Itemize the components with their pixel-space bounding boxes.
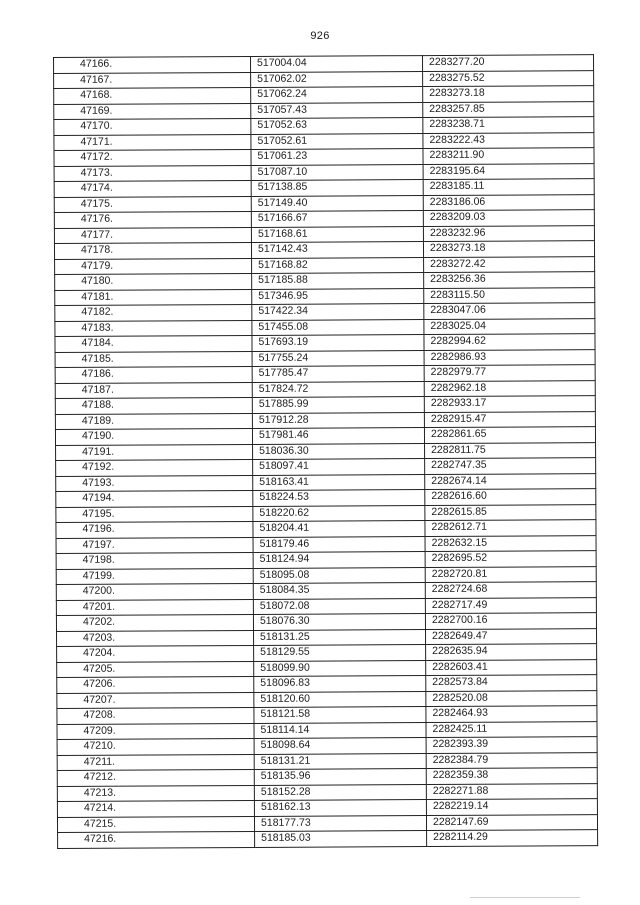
- easting-cell: 517087.10: [251, 164, 423, 180]
- northing-cell: 2282425.11: [426, 721, 597, 737]
- point-id-cell: 47198.: [56, 552, 253, 569]
- northing-cell: 2282717.49: [425, 597, 596, 613]
- northing-cell: 2282747.35: [425, 458, 596, 474]
- point-id-cell: 47193.: [56, 475, 253, 492]
- northing-cell: 2282700.16: [425, 613, 596, 629]
- easting-cell: 518036.30: [253, 443, 425, 459]
- easting-cell: 518097.41: [253, 459, 425, 475]
- easting-cell: 517168.82: [252, 257, 424, 273]
- northing-cell: 2283222.43: [423, 132, 594, 148]
- point-id-cell: 47185.: [55, 351, 252, 368]
- northing-cell: 2282933.17: [424, 396, 595, 412]
- point-id-cell: 47213.: [57, 785, 254, 802]
- easting-cell: 517785.47: [252, 366, 424, 382]
- point-id-cell: 47183.: [55, 320, 252, 337]
- point-id-cell: 47194.: [56, 490, 253, 507]
- northing-cell: 2282612.71: [425, 520, 596, 536]
- northing-cell: 2282635.94: [426, 644, 597, 660]
- easting-cell: 517062.24: [251, 87, 423, 103]
- easting-cell: 517455.08: [252, 319, 424, 335]
- table-body: [54, 55, 598, 848]
- northing-cell: 2283238.71: [423, 117, 594, 133]
- northing-cell: 2282861.65: [424, 427, 595, 443]
- point-id-cell: 47199.: [56, 568, 253, 585]
- point-id-cell: 47200.: [56, 583, 253, 600]
- table-row: [58, 830, 598, 848]
- northing-cell: 2282632.15: [425, 535, 596, 551]
- easting-cell: 517912.28: [252, 412, 424, 428]
- point-id-cell: 47176.: [54, 211, 251, 228]
- easting-cell: 518224.53: [253, 490, 425, 506]
- easting-cell: 518096.83: [254, 676, 426, 692]
- easting-cell: 518072.08: [253, 598, 425, 614]
- point-id-cell: 47177.: [54, 227, 251, 244]
- point-id-cell: 47201.: [56, 599, 253, 616]
- easting-cell: 517693.19: [252, 335, 424, 351]
- scan-artifact-line: [470, 897, 580, 898]
- northing-cell: 2283185.11: [423, 179, 594, 195]
- point-id-cell: 47208.: [57, 707, 254, 724]
- northing-cell: 2282384.79: [426, 752, 597, 768]
- point-id-cell: 47186.: [55, 366, 252, 383]
- northing-cell: 2282603.41: [426, 659, 597, 675]
- northing-cell: 2282271.88: [426, 783, 597, 799]
- point-id-cell: 47174.: [54, 180, 251, 197]
- point-id-cell: 47181.: [55, 289, 252, 306]
- northing-cell: 2283211.90: [423, 148, 594, 164]
- easting-cell: 517755.24: [252, 350, 424, 366]
- easting-cell: 517824.72: [252, 381, 424, 397]
- easting-cell: 518084.35: [253, 583, 425, 599]
- point-id-cell: 47212.: [57, 769, 254, 786]
- easting-cell: 518095.08: [253, 567, 425, 583]
- point-id-cell: 47175.: [54, 196, 251, 213]
- easting-cell: 517057.43: [251, 102, 423, 118]
- easting-cell: 518129.55: [254, 645, 426, 661]
- easting-cell: 518131.25: [254, 629, 426, 645]
- point-id-cell: 47203.: [57, 630, 254, 647]
- easting-cell: 517052.61: [251, 133, 423, 149]
- northing-cell: 2282811.75: [425, 442, 596, 458]
- easting-cell: 518121.58: [254, 707, 426, 723]
- northing-cell: 2282915.47: [424, 411, 595, 427]
- northing-cell: 2283257.85: [423, 101, 594, 117]
- point-id-cell: 47192.: [56, 459, 253, 476]
- point-id-cell: 47169.: [54, 103, 251, 120]
- northing-cell: 2283025.04: [424, 318, 595, 334]
- northing-cell: 2282695.52: [425, 551, 596, 567]
- northing-cell: 2282393.39: [426, 737, 597, 753]
- northing-cell: 2282674.14: [425, 473, 596, 489]
- northing-cell: 2283273.18: [423, 86, 594, 102]
- point-id-cell: 47188.: [55, 397, 252, 414]
- point-id-cell: 47179.: [55, 258, 252, 275]
- northing-cell: 2282979.77: [424, 365, 595, 381]
- easting-cell: 518177.73: [254, 815, 426, 831]
- easting-cell: 518179.46: [253, 536, 425, 552]
- northing-cell: 2283256.36: [424, 272, 595, 288]
- page-number: 926: [310, 30, 330, 42]
- point-id-cell: 47197.: [56, 537, 253, 554]
- easting-cell: 518098.64: [254, 738, 426, 754]
- easting-cell: 517004.04: [250, 56, 422, 72]
- northing-cell: 2283232.96: [423, 225, 594, 241]
- point-id-cell: 47190.: [55, 428, 252, 445]
- point-id-cell: 47171.: [54, 134, 251, 151]
- northing-cell: 2282720.81: [425, 566, 596, 582]
- northing-cell: 2283275.52: [423, 70, 594, 86]
- point-id-cell: 47216.: [58, 831, 255, 848]
- point-id-cell: 47173.: [54, 165, 251, 182]
- easting-cell: 517346.95: [252, 288, 424, 304]
- northing-cell: 2282994.62: [424, 334, 595, 350]
- point-id-cell: 47205.: [57, 661, 254, 678]
- point-id-cell: 47196.: [56, 521, 253, 538]
- point-id-cell: 47167.: [54, 72, 251, 89]
- point-id-cell: 47178.: [54, 242, 251, 259]
- point-id-cell: 47184.: [55, 335, 252, 352]
- northing-cell: 2282464.93: [426, 706, 597, 722]
- easting-cell: 517149.40: [251, 195, 423, 211]
- northing-cell: 2283186.06: [423, 194, 594, 210]
- point-id-cell: 47170.: [54, 118, 251, 135]
- easting-cell: 518220.62: [253, 505, 425, 521]
- easting-cell: 517422.34: [252, 304, 424, 320]
- easting-cell: 518162.13: [254, 800, 426, 816]
- point-id-cell: 47168.: [54, 87, 251, 104]
- easting-cell: 518124.94: [253, 552, 425, 568]
- point-id-cell: 47204.: [57, 645, 254, 662]
- point-id-cell: 47195.: [56, 506, 253, 523]
- easting-cell: 517061.23: [251, 149, 423, 165]
- northing-cell: 2282114.29: [427, 830, 598, 846]
- northing-cell: 2282616.60: [425, 489, 596, 505]
- easting-cell: 517166.67: [251, 211, 423, 227]
- northing-cell: 2283195.64: [423, 163, 594, 179]
- northing-cell: 2283277.20: [422, 55, 593, 71]
- point-id-cell: 47211.: [57, 754, 254, 771]
- easting-cell: 518076.30: [253, 614, 425, 630]
- northing-cell: 2282359.38: [426, 768, 597, 784]
- point-id-cell: 47215.: [57, 816, 254, 833]
- easting-cell: 518114.14: [254, 722, 426, 738]
- point-id-cell: 47210.: [57, 738, 254, 755]
- point-id-cell: 47166.: [54, 56, 251, 73]
- northing-cell: 2282724.68: [425, 582, 596, 598]
- northing-cell: 2282986.93: [424, 349, 595, 365]
- northing-cell: 2283047.06: [424, 303, 595, 319]
- easting-cell: 518099.90: [254, 660, 426, 676]
- point-id-cell: 47209.: [57, 723, 254, 740]
- easting-cell: 517138.85: [251, 180, 423, 196]
- easting-cell: 517185.88: [252, 273, 424, 289]
- easting-cell: 517168.61: [251, 226, 423, 242]
- point-id-cell: 47187.: [55, 382, 252, 399]
- northing-cell: 2282649.47: [426, 628, 597, 644]
- northing-cell: 2282573.84: [426, 675, 597, 691]
- northing-cell: 2283209.03: [423, 210, 594, 226]
- easting-cell: 518163.41: [253, 474, 425, 490]
- northing-cell: 2283272.42: [424, 256, 595, 272]
- point-id-cell: 47182.: [55, 304, 252, 321]
- easting-cell: 517981.46: [252, 428, 424, 444]
- northing-cell: 2282147.69: [426, 814, 597, 830]
- northing-cell: 2282520.08: [426, 690, 597, 706]
- point-id-cell: 47172.: [54, 149, 251, 166]
- easting-cell: 518135.96: [254, 769, 426, 785]
- point-id-cell: 47206.: [57, 676, 254, 693]
- northing-cell: 2283115.50: [424, 287, 595, 303]
- easting-cell: 518120.60: [254, 691, 426, 707]
- northing-cell: 2282219.14: [426, 799, 597, 815]
- point-id-cell: 47191.: [56, 444, 253, 461]
- coordinates-table: [53, 54, 598, 848]
- northing-cell: 2283273.18: [423, 241, 594, 257]
- northing-cell: 2282615.85: [425, 504, 596, 520]
- point-id-cell: 47189.: [55, 413, 252, 430]
- northing-cell: 2282962.18: [424, 380, 595, 396]
- easting-cell: 517142.43: [251, 242, 423, 258]
- easting-cell: 518131.21: [254, 753, 426, 769]
- easting-cell: 517062.02: [251, 71, 423, 87]
- easting-cell: 517052.63: [251, 118, 423, 134]
- point-id-cell: 47214.: [57, 800, 254, 817]
- point-id-cell: 47207.: [57, 692, 254, 709]
- easting-cell: 517885.99: [252, 397, 424, 413]
- point-id-cell: 47202.: [56, 614, 253, 631]
- easting-cell: 518204.41: [253, 521, 425, 537]
- easting-cell: 518152.28: [254, 784, 426, 800]
- easting-cell: 518185.03: [255, 831, 427, 847]
- point-id-cell: 47180.: [55, 273, 252, 290]
